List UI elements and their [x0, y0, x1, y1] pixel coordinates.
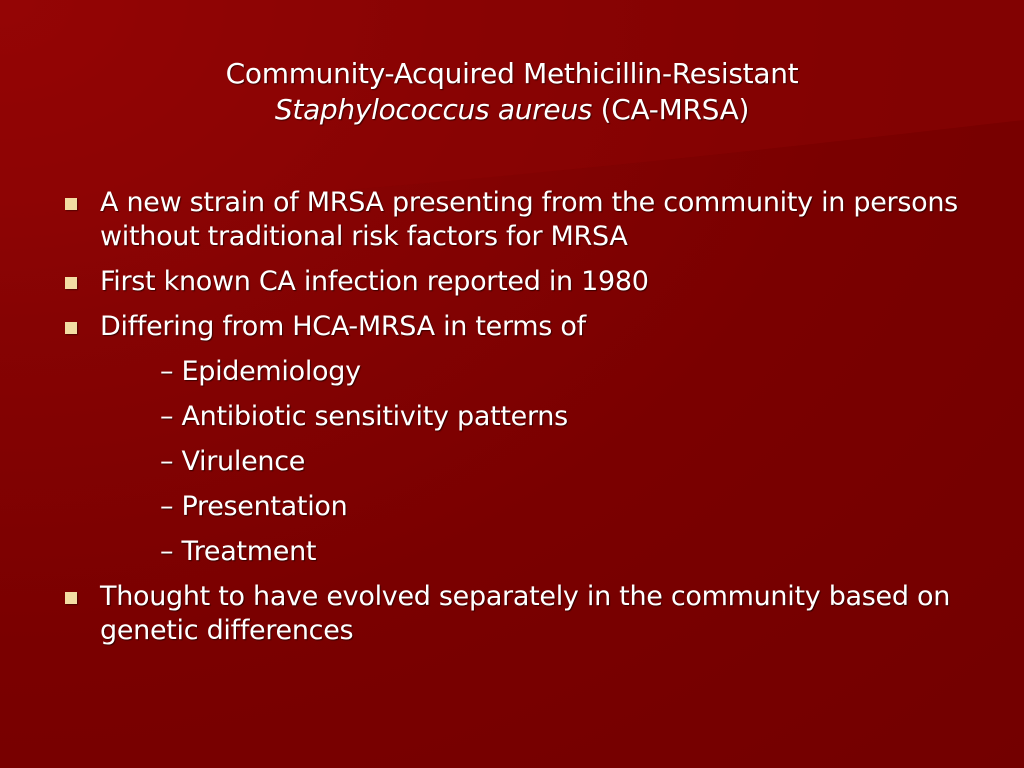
title-line-2 — [0, 92, 1024, 128]
square-bullet-icon — [65, 322, 77, 334]
slide-body — [0, 186, 1024, 659]
bullet-text: A new strain of MRSA presenting from the community in persons without traditional risk factors for MRSA — [100, 187, 958, 252]
title-abbreviation: (CA-MRSA) — [592, 93, 750, 126]
bullet-item — [0, 265, 1024, 299]
bullet-text: Differing from HCA-MRSA in terms of — [100, 311, 586, 342]
sub-item-antibiotic-sensitivity: – Antibiotic sensitivity patterns — [160, 401, 568, 432]
bullet-text: Thought to have evolved separately in the community based on genetic differences — [100, 581, 951, 646]
bullet-item — [0, 310, 1024, 344]
square-bullet-icon — [65, 592, 77, 604]
title-line-1: Community-Acquired Methicillin-Resistant — [225, 57, 799, 90]
bullet-text: First known CA infection reported in 1980 — [100, 266, 649, 297]
square-bullet-icon — [65, 277, 77, 289]
sub-item-treatment: – Treatment — [160, 536, 317, 567]
sub-item-virulence: – Virulence — [160, 446, 306, 477]
title-organism-name: Staphylococcus aureus — [274, 93, 593, 126]
bullet-item — [0, 580, 1024, 648]
square-bullet-icon — [65, 198, 77, 210]
sub-item-presentation: – Presentation — [160, 491, 348, 522]
bullet-item — [0, 186, 1024, 254]
slide-title — [0, 56, 1024, 128]
sub-item-epidemiology: – Epidemiology — [160, 356, 361, 387]
